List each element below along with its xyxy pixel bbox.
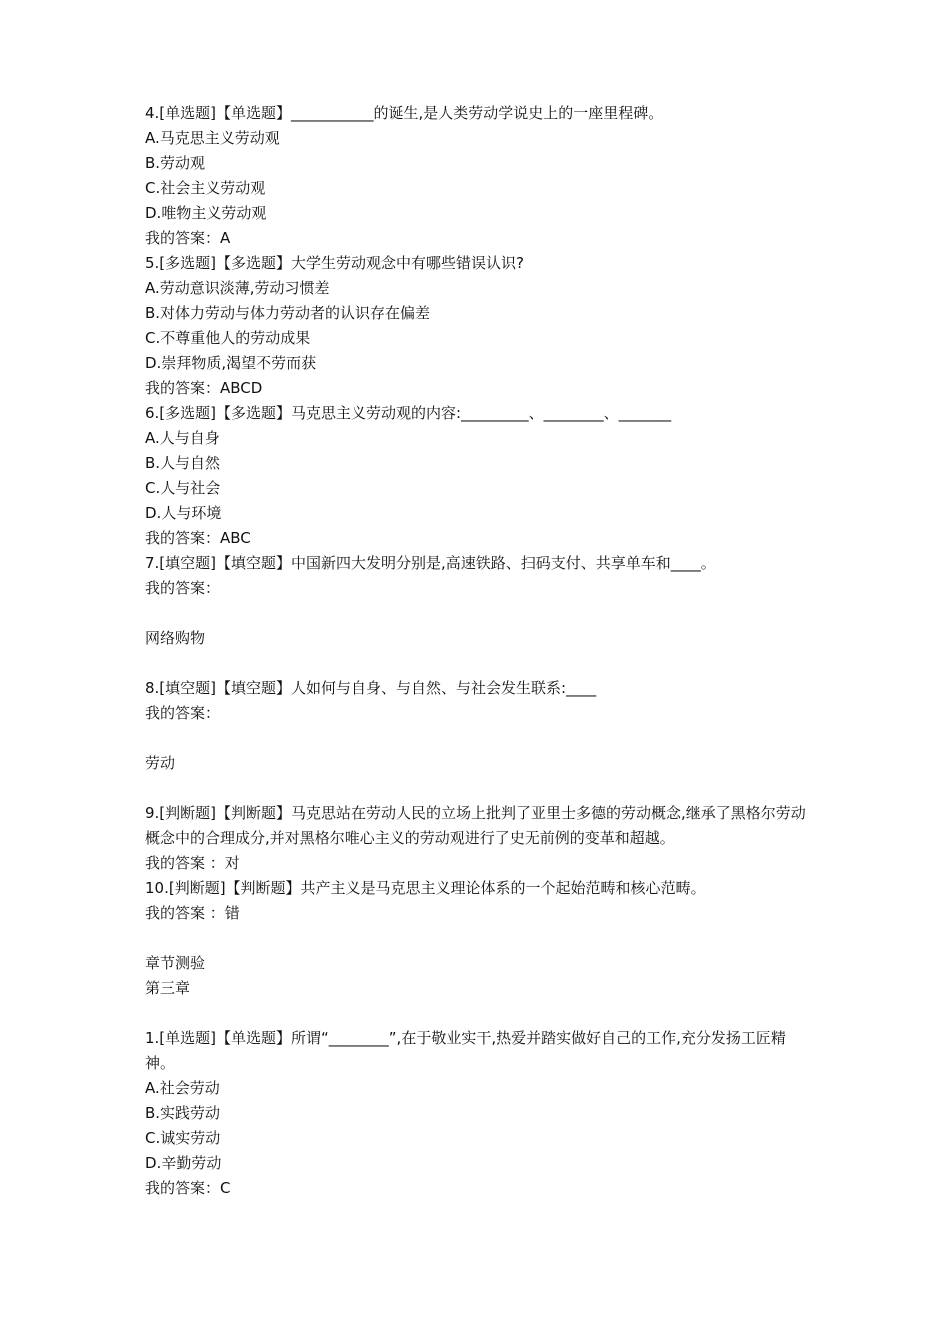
text-line: C.人与社会 [145, 479, 221, 497]
text-line: B.劳动观 [145, 154, 206, 172]
text-line: 1.[单选题]【单选题】所谓“________”,在于敬业实干,热爱并踏实做好自己的工作,充分发扬工匠精神。 [145, 1029, 786, 1072]
text-line: 6.[多选题]【多选题】马克思主义劳动观的内容:_________、________、_______ [145, 404, 672, 422]
text-line: 5.[多选题]【多选题】大学生劳动观念中有哪些错误认识? [145, 254, 524, 272]
text-line: 我的答案：C [145, 1179, 231, 1197]
blank-line [145, 776, 815, 801]
text-line: A.马克思主义劳动观 [145, 129, 280, 147]
text-line: 劳动 [145, 754, 176, 772]
quiz-content [145, 101, 815, 1201]
text-line: 章节测验 [145, 954, 206, 972]
text-line: D.辛勤劳动 [145, 1154, 222, 1172]
text-line: D.崇拜物质,渴望不劳而获 [145, 354, 317, 372]
text-line: 网络购物 [145, 629, 206, 647]
text-line: 我的答案： [145, 579, 221, 597]
blank-line [145, 1001, 815, 1026]
text-line: D.人与环境 [145, 504, 222, 522]
text-line: 10.[判断题]【判断题】共产主义是马克思主义理论体系的一个起始范畴和核心范畴。 [145, 879, 706, 897]
text-line: 我的答案 ：错 [145, 904, 240, 922]
text-line: B.人与自然 [145, 454, 221, 472]
text-line: 9.[判断题]【判断题】马克思站在劳动人民的立场上批判了亚里士多德的劳动概念,继承了黑格尔劳动概念中的合理成分,并对黑格尔唯心主义的劳动观进行了史无前例的变革和超越。 [145, 804, 806, 847]
text-line: 我的答案：ABCD [145, 379, 263, 397]
text-line: 8.[填空题]【填空题】人如何与自身、与自然、与社会发生联系:____ [145, 679, 597, 697]
text-line: 我的答案： [145, 704, 221, 722]
text-line: C.不尊重他人的劳动成果 [145, 329, 311, 347]
text-line: 我的答案：ABC [145, 529, 251, 547]
text-line: C.诚实劳动 [145, 1129, 221, 1147]
text-line: A.劳动意识淡薄,劳动习惯差 [145, 279, 330, 297]
text-line: A.人与自身 [145, 429, 220, 447]
blank-line [145, 651, 815, 676]
text-line: 我的答案 ：对 [145, 854, 240, 872]
text-line: 第三章 [145, 979, 191, 997]
text-line: B.对体力劳动与体力劳动者的认识存在偏差 [145, 304, 431, 322]
text-line: 4.[单选题]【单选题】___________的诞生,是人类劳动学说史上的一座里程碑。 [145, 104, 664, 122]
text-line: A.社会劳动 [145, 1079, 220, 1097]
text-line: D.唯物主义劳动观 [145, 204, 267, 222]
blank-line [145, 726, 815, 751]
text-line: 7.[填空题]【填空题】中国新四大发明分别是,高速铁路、扫码支付、共享单车和____。 [145, 554, 716, 572]
blank-line [145, 926, 815, 951]
text-line: 我的答案：A [145, 229, 231, 247]
text-line: B.实践劳动 [145, 1104, 221, 1122]
text-line: C.社会主义劳动观 [145, 179, 266, 197]
blank-line [145, 601, 815, 626]
